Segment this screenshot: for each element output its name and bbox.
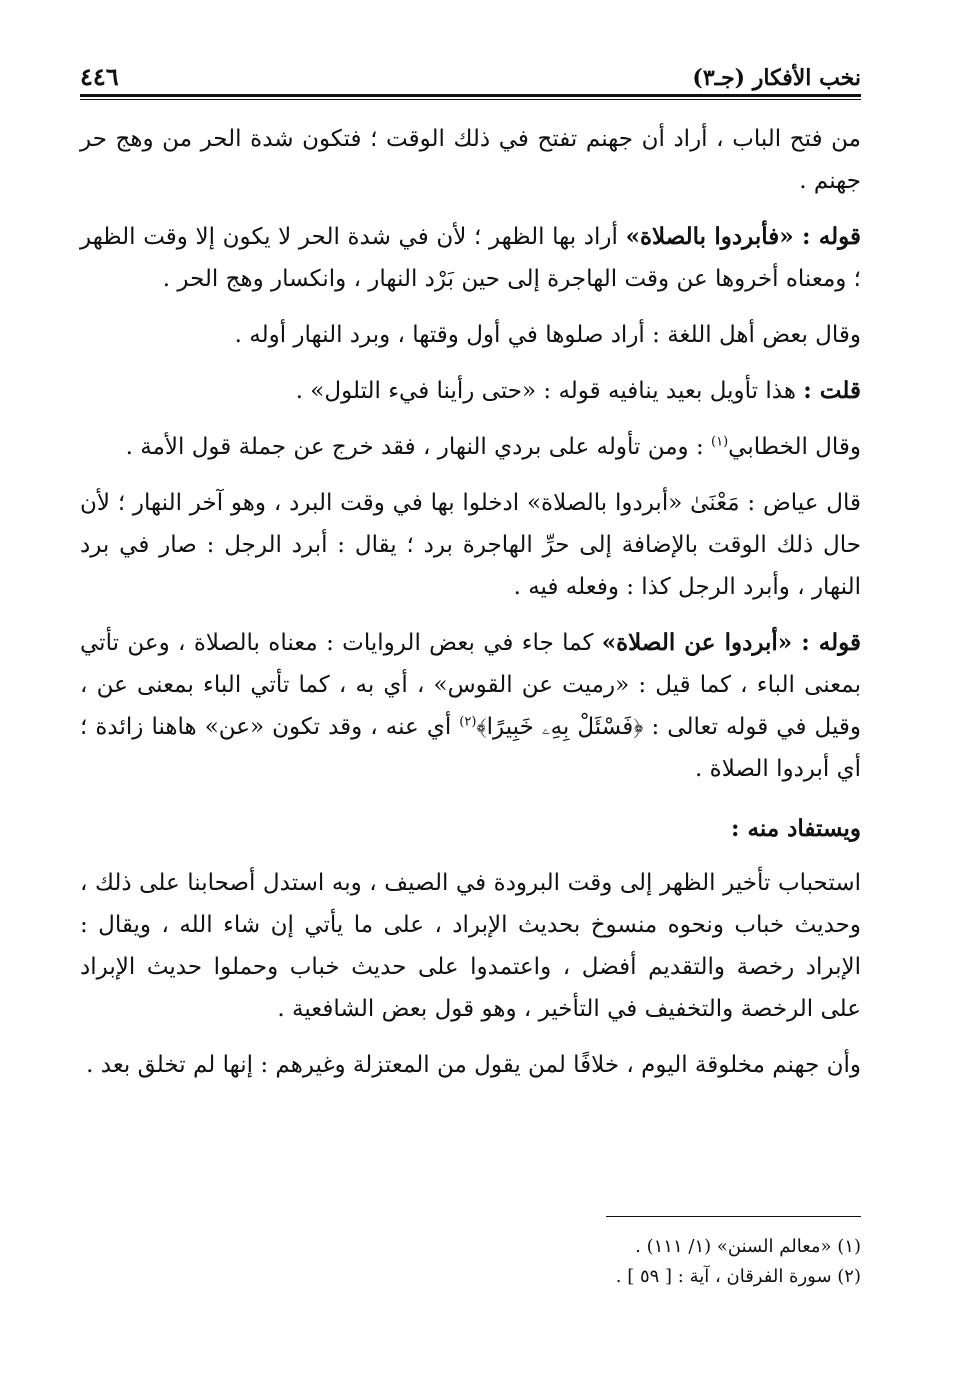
paragraph-2-lead: قوله : «فأبردوا بالصلاة» — [625, 223, 861, 250]
paragraph-7-text-b: أي عنه ، وقد تكون «عن» هاهنا زائدة ؛ أي أبردوا الصلاة . — [80, 714, 861, 782]
footnotes — [80, 1232, 861, 1292]
paragraph-3: وقال بعض أهل اللغة : أراد صلوها في أول وقتها ، وبرد النهار أوله . — [234, 322, 861, 348]
paragraph-4-lead: قلت : — [803, 377, 861, 404]
paragraph-9: وأن جهنم مخلوقة اليوم ، خلافًا لمن يقول من المعتزلة وغيرهم : إنها لم تخلق بعد . — [86, 1052, 861, 1078]
paragraph-7 — [80, 622, 861, 790]
running-title: نخب الأفكار (جـ٣) — [692, 65, 861, 91]
page-header — [80, 55, 861, 91]
paragraph-7-lead: قوله : «أبردوا عن الصلاة» — [601, 629, 861, 656]
paragraph-1: من فتح الباب ، أراد أن جهنم تفتح في ذلك الوقت ؛ فتكون شدة الحر من وهج حر جهنم . — [80, 126, 861, 194]
paragraph-2-text: أراد بها الظهر ؛ لأن في شدة الحر لا يكون إلا وقت الظهر ؛ ومعناه أخروها عن وقت الهاجرة إلى حين بَرْد النهار ، وانكسار وهج الحر . — [80, 224, 861, 292]
paragraph-2 — [80, 216, 861, 300]
footnote-ref-1: (١) — [711, 434, 729, 450]
paragraph-5-text-a: وقال الخطابي — [728, 434, 861, 460]
paragraph-5-text-b: : ومن تأوله على بردي النهار ، فقد خرج عن جملة قول الأمة . — [125, 434, 712, 460]
header-rule-thin — [80, 99, 861, 100]
section-heading: ويستفاد منه : — [731, 815, 861, 842]
footnote-2: (٢) سورة الفرقان ، آية : [ ٥٩ ] . — [615, 1266, 861, 1287]
paragraph-8: استحباب تأخير الظهر إلى وقت البرودة في الصيف ، وبه استدل أصحابنا على ذلك ، وحديث خباب ونحوه منسوخ بحديث الإبراد ، على ما يأتي إن شاء الله ، ويقال : الإبراد رخصة والتقديم أفضل ، واعتمدوا على حديث خباب وحملوا حديث الإبراد على الرخصة والتخفيف في التأخير ، وهو قول بعض الشافعية . — [80, 870, 861, 1022]
page-body — [80, 118, 861, 1086]
footnote-1: (١) «معالم السنن» (١/ ١١١) . — [635, 1236, 861, 1257]
page-number: ٤٤٦ — [80, 62, 119, 91]
paragraph-7-text-a: كما جاء في بعض الروايات : معناه بالصلاة ، وعن تأتي بمعنى الباء ، كما قيل : «رميت عن القوس» ، أي به ، كما تأتي الباء بمعنى عن ، وقيل في قوله تعالى : ﴿فَسْئَلْ بِهِۦ خَبِيرًا﴾ — [80, 630, 861, 740]
paragraph-4 — [80, 370, 861, 412]
footnote-ref-2: (٢) — [459, 714, 477, 730]
footnote-rule — [606, 1216, 861, 1217]
paragraph-5 — [80, 426, 861, 468]
paragraph-6: قال عياض : مَعْنَىٰ «أبردوا بالصلاة» ادخلوا بها في وقت البرد ، وهو آخر النهار ؛ لأن حال ذلك الوقت بالإضافة إلى حرِّ الهاجرة برد ؛ يقال : أبرد الرجل : صار في برد النهار ، وأبرد الرجل كذا : وفعله فيه . — [80, 490, 861, 600]
paragraph-4-text: هذا تأويل بعيد ينافيه قوله : «حتى رأينا فيء التلول» . — [295, 378, 804, 404]
header-rule-thick — [80, 94, 861, 97]
